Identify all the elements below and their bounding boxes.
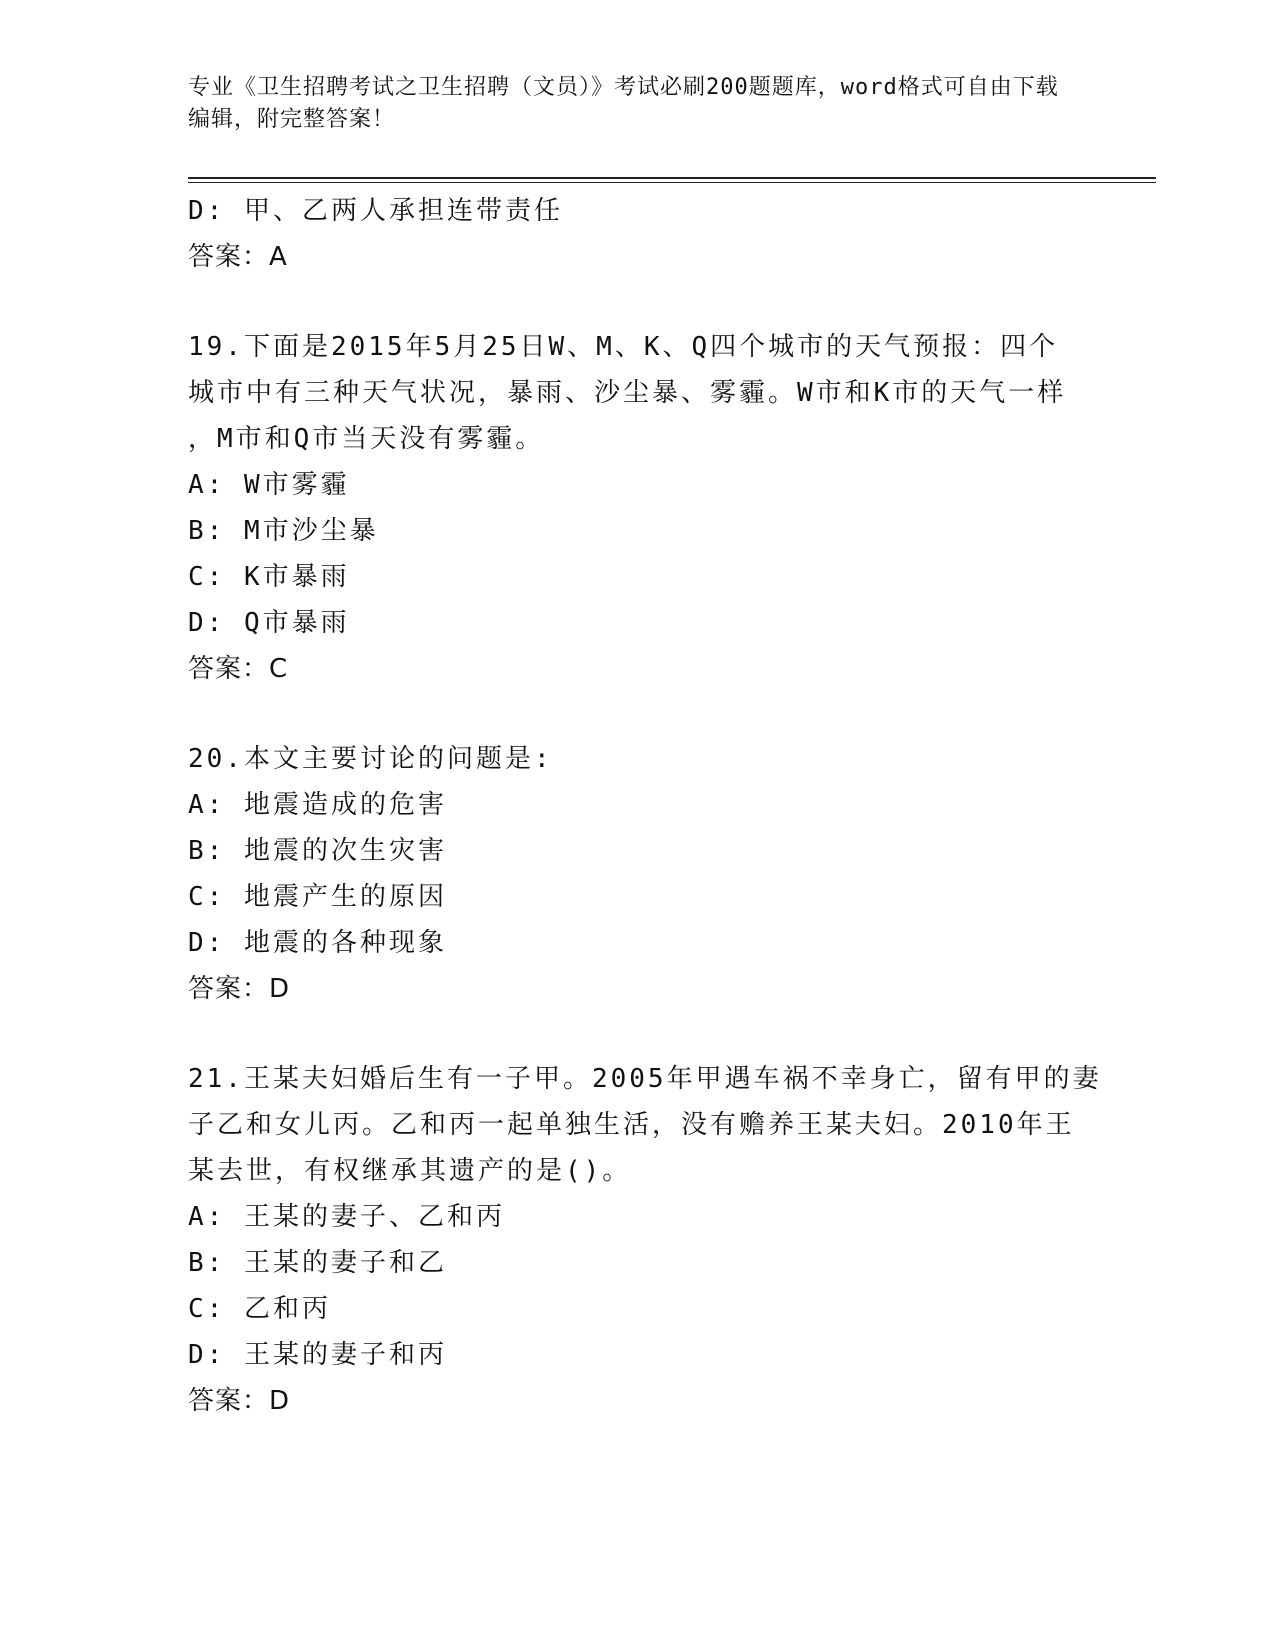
option-b: B: 地震的次生灾害 [188, 836, 447, 866]
question-list [188, 188, 1102, 1424]
spacer [188, 1012, 1088, 1056]
option-a: A: 王某的妻子、乙和丙 [188, 1202, 505, 1232]
option-b: B: 王某的妻子和乙 [188, 1248, 447, 1278]
answer-label: 答案：D [188, 974, 291, 1004]
question-stem-line: ，M市和Q市当天没有雾霾。 [188, 424, 545, 454]
answer-label: 答案：A [188, 242, 288, 272]
spacer [188, 280, 1088, 324]
header-divider-thick [188, 177, 1156, 179]
option-d: D: 王某的妻子和丙 [188, 1340, 447, 1370]
question-stem-line: 子乙和女儿丙。乙和丙一起单独生活，没有赡养王某夫妇。2010年王 [188, 1110, 1075, 1140]
option-d: D: 地震的各种现象 [188, 928, 447, 958]
spacer [188, 692, 1088, 736]
header-divider-thin [188, 182, 1156, 183]
question-stem-line: 某去世，有权继承其遗产的是()。 [188, 1156, 632, 1186]
option-b: B: M市沙尘暴 [188, 516, 379, 546]
option-a: A: W市雾霾 [188, 470, 350, 500]
question-19 [188, 324, 1088, 692]
option-a: A: 地震造成的危害 [188, 790, 447, 820]
option-d: D: 甲、乙两人承担连带责任 [188, 196, 563, 226]
question-20 [188, 736, 1088, 1012]
question-stem-line: 19.下面是2015年5月25日W、M、K、Q四个城市的天气预报：四个 [188, 332, 1059, 362]
answer-label: 答案：D [188, 1386, 291, 1416]
question-21 [188, 1056, 1102, 1424]
option-c: C: 乙和丙 [188, 1294, 331, 1324]
page-header: 专业《卫生招聘考试之卫生招聘（文员）》考试必刷200题题库，word格式可自由下载编辑，附完整答案！ [188, 75, 1059, 132]
answer-label: 答案：C [188, 654, 289, 684]
previous-question-tail [188, 188, 1088, 280]
question-stem-line: 20.本文主要讨论的问题是: [188, 744, 553, 774]
option-d: D: Q市暴雨 [188, 608, 350, 638]
question-stem-line: 21.王某夫妇婚后生有一子甲。2005年甲遇车祸不幸身亡，留有甲的妻 [188, 1064, 1102, 1094]
question-stem-line: 城市中有三种天气状况，暴雨、沙尘暴、雾霾。W市和K市的天气一样 [188, 378, 1067, 408]
option-c: C: K市暴雨 [188, 562, 350, 592]
option-c: C: 地震产生的原因 [188, 882, 447, 912]
